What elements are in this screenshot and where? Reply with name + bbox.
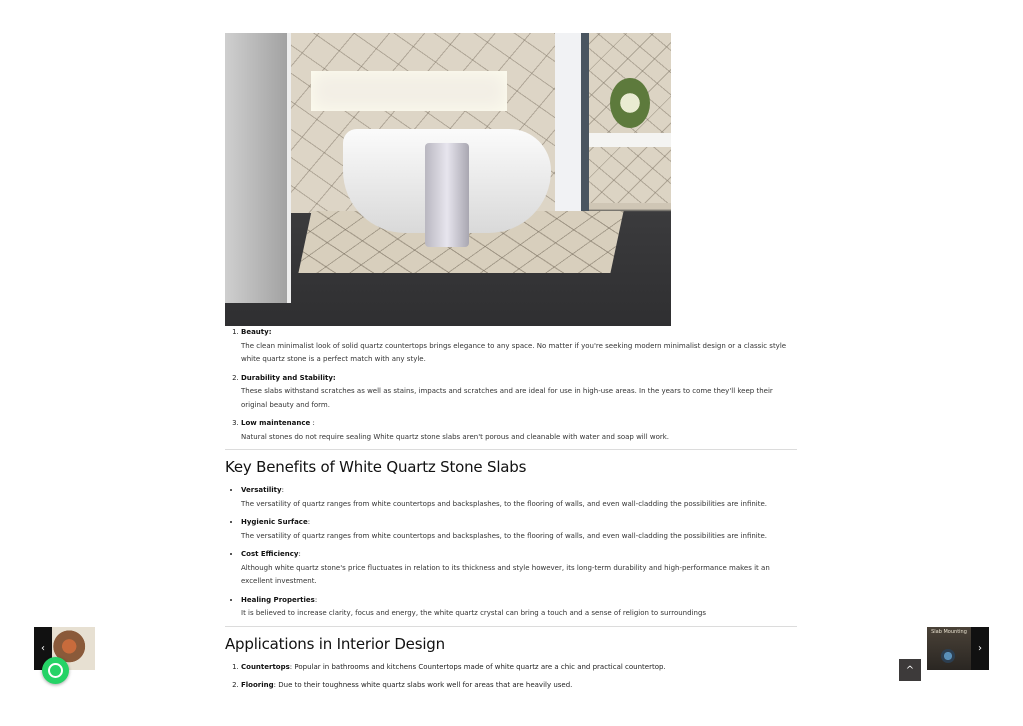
list-item [241, 679, 797, 693]
feature-label: Durability and Stability: [241, 373, 336, 382]
list-item [241, 484, 797, 511]
application-label: Countertops [241, 662, 290, 671]
benefit-suffix: : [314, 595, 318, 604]
application-text: : Due to their toughness white quartz slabs work well for areas that are heavily used. [273, 681, 573, 689]
list-item [241, 516, 797, 543]
benefit-suffix: : [298, 550, 301, 558]
chevron-right-icon[interactable]: › [971, 627, 989, 670]
divider [225, 449, 797, 450]
list-item [241, 548, 797, 589]
hero-image [225, 33, 671, 326]
features-list [225, 326, 797, 444]
list-item [241, 417, 797, 444]
feature-desc: These slabs withstand scratches as well as stains, impacts and scratches and are ideal for use in high-use areas. In the years to come they'll keep their original beauty and form. [241, 387, 773, 409]
chevron-left-icon[interactable]: ‹ [34, 627, 52, 670]
benefit-desc: The versatility of quartz ranges from white countertops and backsplashes, to the flooring of walls, and even wall-cladding the possibilities are infinite. [241, 531, 768, 540]
application-label: Flooring [241, 681, 274, 689]
benefit-suffix: : [281, 486, 284, 494]
benefit-desc: It is believed to increase clarity, focus and energy, the white quartz crystal can bring a touch and a sense of religion to surroundings [241, 609, 707, 617]
feature-suffix: : [310, 419, 315, 427]
list-item [241, 661, 797, 675]
list-item [241, 372, 797, 413]
back-to-top-button[interactable] [899, 659, 921, 681]
benefit-label: Versatility [241, 486, 282, 494]
benefits-heading: Key Benefits of White Quartz Stone Slabs [225, 458, 527, 476]
benefit-label: Cost Efficiency [241, 550, 299, 558]
benefits-list [225, 484, 797, 621]
benefit-label: Healing Properties [241, 595, 315, 604]
feature-desc: The clean minimalist look of solid quartz countertops brings elegance to any space. No matter if you're seeking modern minimalist design or a classic style white quartz stone is a perfect match with any style. [241, 341, 787, 363]
benefit-label: Hygienic Surface [241, 518, 308, 526]
benefit-desc: The versatility of quartz ranges from white countertops and backsplashes, to the flooring of walls, and even wall-cladding the possibilities are infinite. [241, 499, 768, 508]
feature-label: Low maintenance [241, 419, 311, 427]
article-content [225, 33, 797, 698]
feature-label: Beauty: [241, 328, 272, 336]
benefit-suffix: : [307, 518, 311, 526]
feature-desc: Natural stones do not require sealing White quartz stone slabs aren't porous and cleanable with water and soap will work. [241, 432, 670, 441]
applications-heading: Applications in Interior Design [225, 634, 445, 653]
next-post-thumbnail[interactable] [927, 627, 971, 670]
divider [225, 626, 797, 627]
list-item [241, 326, 797, 367]
applications-list [225, 661, 797, 693]
list-item [241, 594, 797, 621]
application-text: : Popular in bathrooms and kitchens Countertops made of white quartz are a chic and practical countertop. [289, 662, 666, 671]
whatsapp-icon[interactable] [42, 657, 69, 684]
benefit-desc: Although white quartz stone's price fluctuates in relation to its thickness and style however, its long-term durability and high-performance makes it an excellent investment. [241, 563, 770, 585]
next-post-nav[interactable] [927, 627, 989, 670]
chevron-up-icon: ^ [905, 664, 915, 676]
next-thumb-caption: Slab Mounting [931, 629, 967, 635]
